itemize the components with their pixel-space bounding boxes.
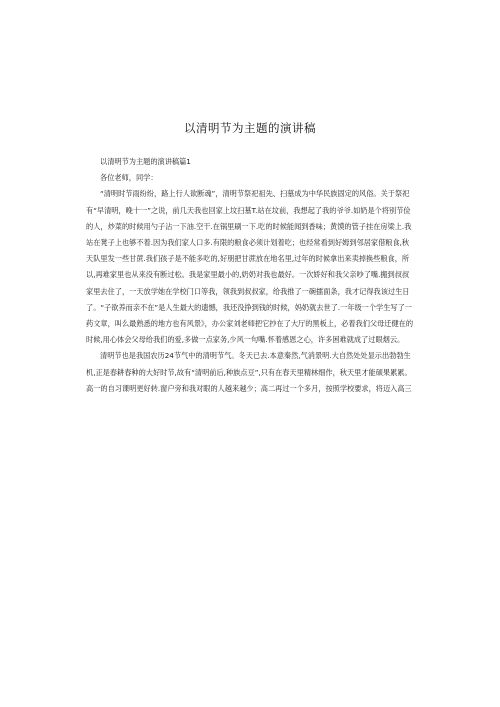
- document-body: [86, 154, 416, 397]
- document-title: 以清明节为主题的演讲稿: [184, 121, 316, 135]
- paragraph-2: 清明节也是我国农历24节气中的清明节气。冬天已去.本意秦然,气消景明.大自然处处显示出勃勃生机,正是春耕春种的大好时节,故有“清明前后,种族点豆”,只有在春天里精林细作，秋天里才能硕果累累。高一的自习课明更好转.窗户旁和我对眼的人越来越少；高二再过一个多月，按照学校要求，将迈入高三: [86, 351, 412, 393]
- greeting-line: 各位老师，同学：: [100, 173, 158, 183]
- paragraph-1: “清明时节雨纷纷，路上行人欲断魂”，清明节祭祀祖先、扫墓成为中华民族固定的风俗。关于祭祀有“早清明，晚十一”之说，前几天我也回家上坟扫墓T.站在坟前，我想起了我的爷爷.如奶是个将别节俭的人，炒菜的时候用勺子沾一下油.空干.在锅里刷一下.吃的时候能闻到香味；黄馍的管子挂在房梁上.我站在凳子上也够不着.因为我们家人口多.有限的粮食必须计划着吃；也经常看到好姆到邻居家借粮食,秋天队里发一些甘蔗.我们孩子是不能多吃的,好朋把甘蔗放在地名里,过年的时候拿出来卖掉换些粮食，所以,再难家里也从来没有断过松。我是家里最小的,奶奶对我也最好。一次娇好和我父亲吵了嘴.搬到叔叔家里去住了，一天放学她在学校门口等我，领我到叔叔家，给我推了一碗擂面条，我才记得我该过生日了。“子欲养而亲不在”是人生最大的遗憾，我还没挣到钱的时候，妈奶就去世了.一年级一个学生写了一药文章，叫么最熟悉的地方也有风景》，办公家刘老师把它抄在了大厅的黑板上，必着我们父母迁健在的时候,用心体会父母给我们的爱,多做一点家务,少风一句嘴.怀着感恩之心，许多困难就成了过眼烟云。: [86, 189, 414, 345]
- section-subtitle: 以清明节为主题的演讲稿篇1: [100, 157, 191, 166]
